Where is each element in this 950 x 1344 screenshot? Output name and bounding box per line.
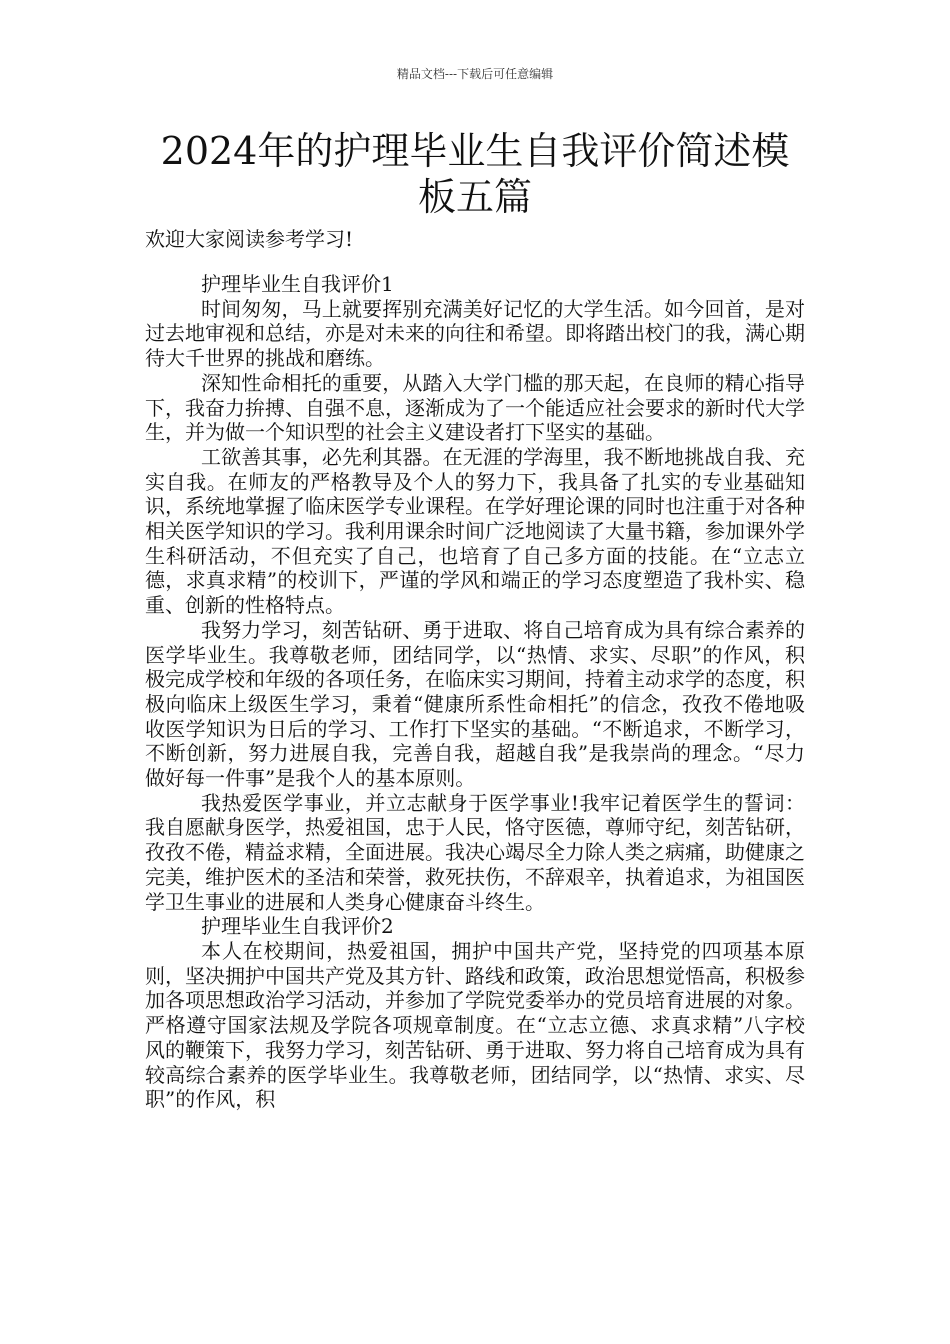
section-heading-1: 护理毕业生自我评价1 (201, 272, 394, 296)
paragraph: 我努力学习，刻苦钻研、勇于进取、将自己培育成为具有综合素养的医学毕业生。我尊敬老师，团结同学，以“热情、求实、尽职”的作风，积极完成学校和年级的各项任务，在临床实习期间，持着主动求学的态度，积极向临床上级医生学习，秉着“健康所系性命相托”的信念，孜孜不倦地吸收医学知识为日后的学习、工作打下坚实的基础。“不断追求，不断学习，不断创新，努力进展自我，完善自我，超越自我”是我崇尚的理念。“尽力做好每一件事”是我个人的基本原则。 (145, 617, 805, 791)
welcome-line: 欢迎大家阅读参考学习! (145, 227, 354, 251)
paragraph: 本人在校期间，热爱祖国，拥护中国共产党，坚持党的四项基本原则，坚决拥护中国共产党及其方针、路线和政策，政治思想觉悟高，积极参加各项思想政治学习活动，并参加了学院党委举办的党员培育进展的对象。严格遵守国家法规及学院各项规章制度。在“立志立德、求真求精”八字校风的鞭策下，我努力学习，刻苦钻研、勇于进取、努力将自己培育成为具有较高综合素养的医学毕业生。我尊敬老师，团结同学，以“热情、求实、尽职”的作风，积 (145, 938, 805, 1112)
header-note: 精品文档---下载后可任意编辑 (396, 67, 554, 81)
section-heading-2: 护理毕业生自我评价2 (201, 914, 394, 939)
page-title: 2024年的护理毕业生自我评价简述模板五篇 (160, 129, 790, 219)
paragraph: 时间匆匆，马上就要挥别充满美好记忆的大学生活。如今回首，是对过去地审视和总结，亦是对未来的向往和希望。即将踏出校门的我，满心期待大千世界的挑战和磨练。 (145, 296, 805, 371)
paragraph: 工欲善其事，必先利其器。在无涯的学海里，我不断地挑战自我、充实自我。在师友的严格教导及个人的努力下，我具备了扎实的专业基础知识，系统地掌握了临床医学专业课程。在学好理论课的同时也注重于对各种相关医学知识的学习。我利用课余时间广泛地阅读了大量书籍，参加课外学生科研活动，不但充实了自己，也培育了自己多方面的技能。在“立志立德，求真求精”的校训下，严谨的学风和端正的学习态度塑造了我朴实、稳重、创新的性格特点。 (145, 444, 805, 618)
paragraph: 我热爱医学事业，并立志献身于医学事业!我牢记着医学生的誓词：我自愿献身医学，热爱祖国，忠于人民，恪守医德，尊师守纪，刻苦钻研，孜孜不倦，精益求精，全面进展。我决心竭尽全力除人类之病痛，助健康之完美，维护医术的圣洁和荣誉，救死扶伤，不辞艰辛，执着追求，为祖国医学卫生事业的进展和人类身心健康奋斗终生。 (145, 790, 805, 914)
paragraph: 深知性命相托的重要，从踏入大学门槛的那天起，在良师的精心指导下，我奋力拚搏、自强不息，逐渐成为了一个能适应社会要求的新时代大学生，并为做一个知识型的社会主义建设者打下坚实的基础。 (145, 370, 805, 445)
document-body (145, 272, 805, 1112)
